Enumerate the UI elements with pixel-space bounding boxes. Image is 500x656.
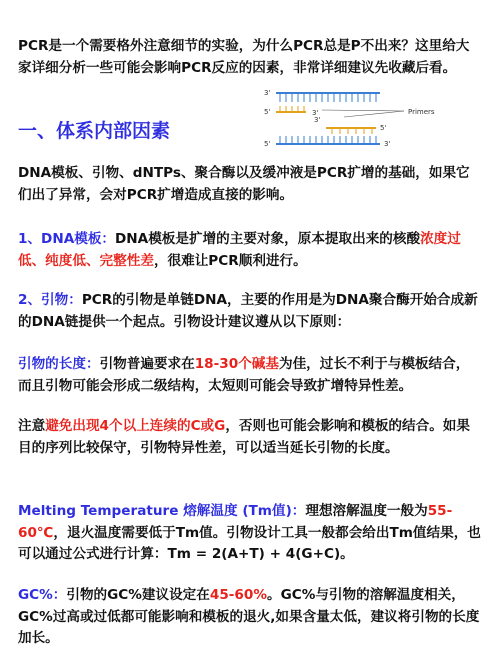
section1-title: 一、体系内部因素 (18, 120, 171, 142)
note-highlight: 避免出现4个以上连续的C或G (45, 418, 226, 434)
template-heading: 1、DNA模板： (18, 231, 116, 247)
length-text-b: 为佳，过长不利于与模板结合，而且引物可能会形成二级结构，太短则可能会导致扩增特异性差。 (18, 356, 470, 394)
primers-pointer-line (344, 111, 404, 117)
length-paragraph (18, 354, 482, 397)
base-pairs-top (280, 93, 376, 102)
system-paragraph: DNA模板、引物、dNTPs、聚合酶以及缓冲液是PCR扩增的基础，如果它们出了异常，会对PCR扩增造成直接的影响。 (18, 165, 470, 203)
label-3prime-primer-bottom: 3' (314, 116, 321, 124)
label-3prime-bottom-end: 3' (384, 140, 391, 148)
note-text-a: 注意 (18, 418, 46, 434)
tm-heading: Melting Temperature 熔解温度 (Tm值)： (18, 503, 306, 519)
tm-paragraph (18, 501, 482, 566)
template-text-b: ，很难让PCR顺利进行。 (153, 252, 307, 269)
template-highlight: 浓度过低、纯度低、完整性差 (18, 231, 461, 269)
pcr-primer-diagram (262, 84, 472, 148)
length-text-a: 引物普遍要求在 (99, 356, 195, 372)
note-paragraph (18, 416, 482, 459)
length-highlight: 18-30个碱基 (194, 356, 279, 372)
label-3prime-top: 3' (264, 89, 271, 97)
intro-paragraph: PCR是一个需要格外注意细节的实验，为什么PCR总是P不出来？这里给大家详细分析一些可能会影响PCR反应的因素，非常详细建议先收藏后看。 (18, 38, 470, 76)
tm-text-a: 理想溶解温度一般为 (305, 503, 428, 519)
primer-paragraph (18, 290, 482, 333)
tm-highlight: 55-60℃ (18, 503, 453, 541)
label-5prime-primer: 5' (264, 108, 271, 116)
label-5prime-bottom: 5' (264, 140, 271, 148)
length-heading: 引物的长度： (18, 356, 100, 372)
note-text-b: ，否则也可能会影响和模板的结合。如果目的序列比较保守，引物特异性差，可以适当延长引物的长度。 (18, 418, 470, 456)
primer-text: PCR的引物是单链DNA，主要的作用是为DNA聚合酶开始合成新的DNA链提供一个起点。引物设计建议遵从以下原则： (18, 292, 478, 330)
gc-text-a: 引物的GC%建议设定在 (66, 587, 210, 603)
template-text-a: DNA模板是扩增的主要对象，原本提取出来的核酸 (115, 231, 421, 247)
gc-heading: GC%： (18, 587, 67, 603)
template-paragraph (18, 229, 482, 272)
tm-text-b: ，退火温度需要低于Tm值。引物设计工具一般都会给出Tm值结果，也可以通过公式进行计算：Tm = 2(A+T) + 4(G+C)。 (18, 524, 481, 562)
primer-heading: 2、引物： (18, 292, 82, 308)
label-3prime-primer: 3' (312, 109, 319, 117)
gc-paragraph (18, 585, 482, 650)
primers-label: Primers (408, 108, 435, 116)
gc-highlight: 45-60% (209, 587, 267, 603)
primers-pointer-line-2 (322, 110, 404, 111)
gc-text-b: 。GC%与引物的溶解温度相关，GC%过高或过低都可能影响和模板的退火,如果含量太低，建议将引物的长度加长。 (18, 587, 480, 646)
label-5prime-primer-bottom: 5' (380, 124, 387, 132)
base-pairs-bottom (280, 136, 376, 144)
